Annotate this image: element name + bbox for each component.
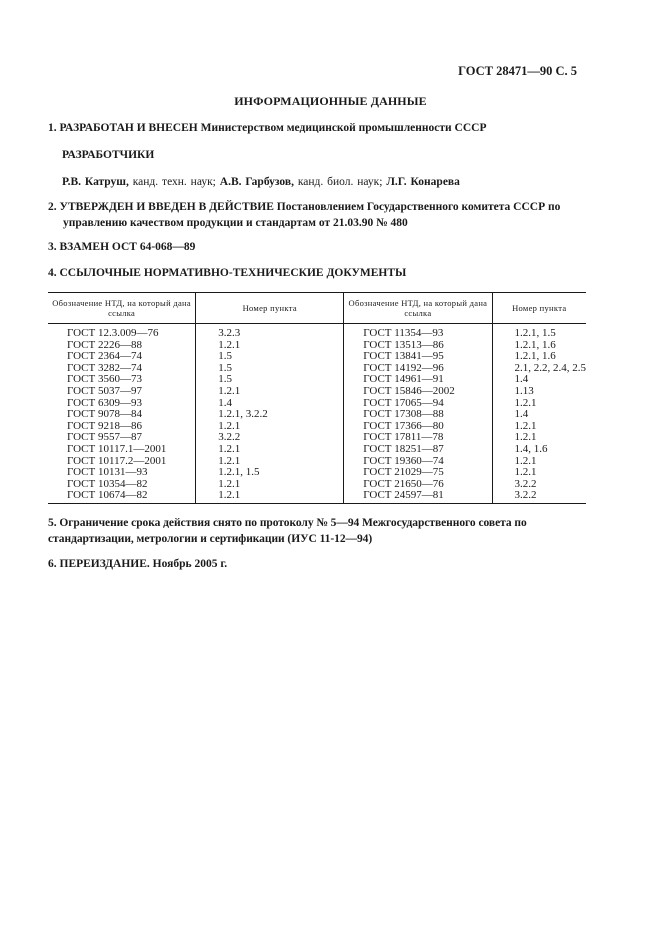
doc-cell-l — [48, 324, 196, 340]
item-cell-l: 1.2.1 — [196, 421, 344, 433]
gost-prefix: ГОСТ — [363, 431, 392, 444]
item-cell-l: 1.2.1 — [196, 490, 344, 503]
doc-number: 3560—73 — [98, 373, 142, 386]
doc-number: 10674—82 — [98, 489, 148, 502]
item-cell-r: 1.2.1, 1.6 — [492, 340, 586, 352]
doc-number: 9218—86 — [98, 419, 142, 432]
gost-prefix: ГОСТ — [363, 419, 392, 432]
doc-number: 13513—86 — [394, 338, 444, 351]
doc-number: 10117.1—2001 — [98, 442, 167, 455]
gost-prefix: ГОСТ — [67, 384, 96, 397]
section-1-lead: 1. РАЗРАБОТАН И ВНЕСЕН — [48, 122, 198, 134]
section-4: 4. ССЫЛОЧНЫЕ НОРМАТИВНО-ТЕХНИЧЕСКИЕ ДОКУМЕНТЫ — [48, 267, 407, 279]
doc-cell-r — [344, 324, 492, 340]
item-cell-r: 1.2.1, 1.6 — [492, 351, 586, 363]
section-5: 5. Ограничение срока действия снято по протоколу № 5—94 Межгосударственного совета по стандартизации, метрологии и сертификации (ИУС 11-12—94) — [48, 517, 527, 545]
gost-prefix: ГОСТ — [363, 442, 392, 455]
developer-title-2: канд. биол. наук; — [297, 176, 383, 188]
doc-number: 17308—88 — [394, 408, 444, 421]
doc-number: 3282—74 — [98, 361, 142, 374]
section-1 — [48, 121, 588, 137]
gost-prefix: ГОСТ — [363, 489, 392, 502]
doc-number: 19360—74 — [394, 454, 444, 467]
gost-prefix: ГОСТ — [363, 361, 392, 374]
doc-number: 13841—95 — [394, 350, 444, 363]
page-title: ИНФОРМАЦИОННЫЕ ДАННЫЕ — [234, 94, 427, 108]
item-cell-l: 1.2.1 — [196, 386, 344, 398]
header-doc-right: Обозначение НТД, на который дана ссылка — [344, 293, 492, 324]
page-header: ГОСТ 28471—90 С. 5 — [458, 64, 577, 78]
doc-cell-l — [48, 490, 196, 503]
table-body — [48, 324, 586, 504]
item-cell-r: 1.4 — [492, 409, 586, 421]
developers-list — [62, 175, 602, 191]
item-cell-l: 1.2.1 — [196, 479, 344, 491]
item-cell-r: 1.4 — [492, 374, 586, 386]
gost-prefix: ГОСТ — [363, 396, 392, 409]
gost-prefix: ГОСТ — [67, 419, 96, 432]
doc-number: 14961—91 — [394, 373, 444, 386]
gost-prefix: ГОСТ — [67, 373, 96, 386]
gost-prefix: ГОСТ — [67, 454, 96, 467]
doc-number: 17065—94 — [394, 396, 444, 409]
doc-number: 6309—93 — [98, 396, 142, 409]
section-2-text: Постановлением Государственного комитета СССР по управлению качеством продукции и стандартам от 21.03.90 № 480 — [63, 201, 561, 229]
doc-number: 10131—93 — [98, 466, 148, 479]
gost-prefix: ГОСТ — [363, 408, 392, 421]
item-cell-l: 1.5 — [196, 374, 344, 386]
gost-prefix: ГОСТ — [363, 384, 392, 397]
gost-prefix: ГОСТ — [363, 466, 392, 479]
doc-number: 18251—87 — [394, 442, 444, 455]
doc-cell-r — [344, 490, 492, 503]
item-cell-r: 3.2.2 — [492, 479, 586, 491]
table-header-row — [48, 293, 586, 324]
item-cell-l: 1.2.1 — [196, 456, 344, 468]
gost-prefix: ГОСТ — [67, 408, 96, 421]
table-row — [48, 324, 586, 340]
item-cell-l: 1.2.1, 1.5 — [196, 467, 344, 479]
gost-prefix: ГОСТ — [67, 489, 96, 502]
doc-number: 5037—97 — [98, 384, 142, 397]
developer-name-3: Л.Г. Конарева — [386, 176, 460, 188]
gost-prefix: ГОСТ — [363, 327, 392, 339]
header-item-left: Номер пункта — [196, 293, 344, 324]
section-2-lead: 2. УТВЕРЖДЕН И ВВЕДЕН В ДЕЙСТВИЕ — [48, 201, 274, 213]
gost-prefix: ГОСТ — [67, 327, 96, 339]
item-cell-r: 1.2.1 — [492, 467, 586, 479]
section-2 — [48, 200, 603, 231]
doc-number: 2226—88 — [98, 338, 142, 351]
doc-number: 10117.2—2001 — [98, 454, 167, 467]
item-cell-r: 2.1, 2.2, 2.4, 2.5 — [492, 363, 586, 375]
doc-number: 9078—84 — [98, 408, 142, 421]
gost-prefix: ГОСТ — [67, 466, 96, 479]
developer-name-1: Р.В. Катруш, — [62, 176, 129, 188]
item-cell-r: 3.2.2 — [492, 490, 586, 503]
developers-heading: РАЗРАБОТЧИКИ — [62, 149, 155, 161]
gost-prefix: ГОСТ — [67, 350, 96, 363]
section-6: 6. ПЕРЕИЗДАНИЕ. Ноябрь 2005 г. — [48, 558, 228, 570]
item-cell-r: 1.2.1 — [492, 398, 586, 410]
gost-prefix: ГОСТ — [67, 442, 96, 455]
gost-prefix: ГОСТ — [67, 477, 96, 490]
gost-prefix: ГОСТ — [363, 350, 392, 363]
item-cell-l: 1.5 — [196, 351, 344, 363]
doc-number: 21650—76 — [394, 477, 444, 490]
item-cell-l: 3.2.2 — [196, 432, 344, 444]
gost-prefix: ГОСТ — [363, 454, 392, 467]
doc-number: 11354—93 — [394, 327, 444, 339]
item-cell-l: 3.2.3 — [196, 324, 344, 340]
item-cell-l: 1.2.1 — [196, 444, 344, 456]
item-cell-l: 1.2.1 — [196, 340, 344, 352]
gost-prefix: ГОСТ — [363, 477, 392, 490]
item-cell-r: 1.2.1 — [492, 456, 586, 468]
gost-prefix: ГОСТ — [67, 396, 96, 409]
item-cell-r: 1.13 — [492, 386, 586, 398]
gost-prefix: ГОСТ — [363, 373, 392, 386]
item-cell-r: 1.2.1 — [492, 421, 586, 433]
doc-number: 17811—78 — [394, 431, 444, 444]
doc-number: 10354—82 — [98, 477, 148, 490]
item-cell-r: 1.2.1 — [492, 432, 586, 444]
doc-number: 14192—96 — [394, 361, 444, 374]
doc-number: 2364—74 — [98, 350, 142, 363]
gost-prefix: ГОСТ — [67, 431, 96, 444]
doc-number: 17366—80 — [394, 419, 444, 432]
gost-prefix: ГОСТ — [67, 361, 96, 374]
header-item-right: Номер пункта — [492, 293, 586, 324]
section-1-text: Министерством медицинской промышленности СССР — [200, 122, 487, 134]
item-cell-l: 1.2.1, 3.2.2 — [196, 409, 344, 421]
doc-number: 9557—87 — [98, 431, 142, 444]
doc-number: 21029—75 — [394, 466, 444, 479]
doc-number: 24597—81 — [394, 489, 444, 502]
gost-prefix: ГОСТ — [67, 338, 96, 351]
section-3: 3. ВЗАМЕН ОСТ 64-068—89 — [48, 241, 196, 253]
doc-number: 15846—2002 — [394, 384, 455, 397]
item-cell-l: 1.4 — [196, 398, 344, 410]
doc-number: 12.3.009—76 — [98, 327, 159, 339]
header-doc-left: Обозначение НТД, на который дана ссылка — [48, 293, 196, 324]
developer-name-2: А.В. Гарбузов, — [219, 176, 294, 188]
item-cell-l: 1.5 — [196, 363, 344, 375]
item-cell-r: 1.4, 1.6 — [492, 444, 586, 456]
table-row — [48, 490, 586, 503]
developer-title-1: канд. техн. наук; — [132, 176, 216, 188]
gost-prefix: ГОСТ — [363, 338, 392, 351]
item-cell-r: 1.2.1, 1.5 — [492, 324, 586, 340]
references-table — [48, 292, 586, 504]
